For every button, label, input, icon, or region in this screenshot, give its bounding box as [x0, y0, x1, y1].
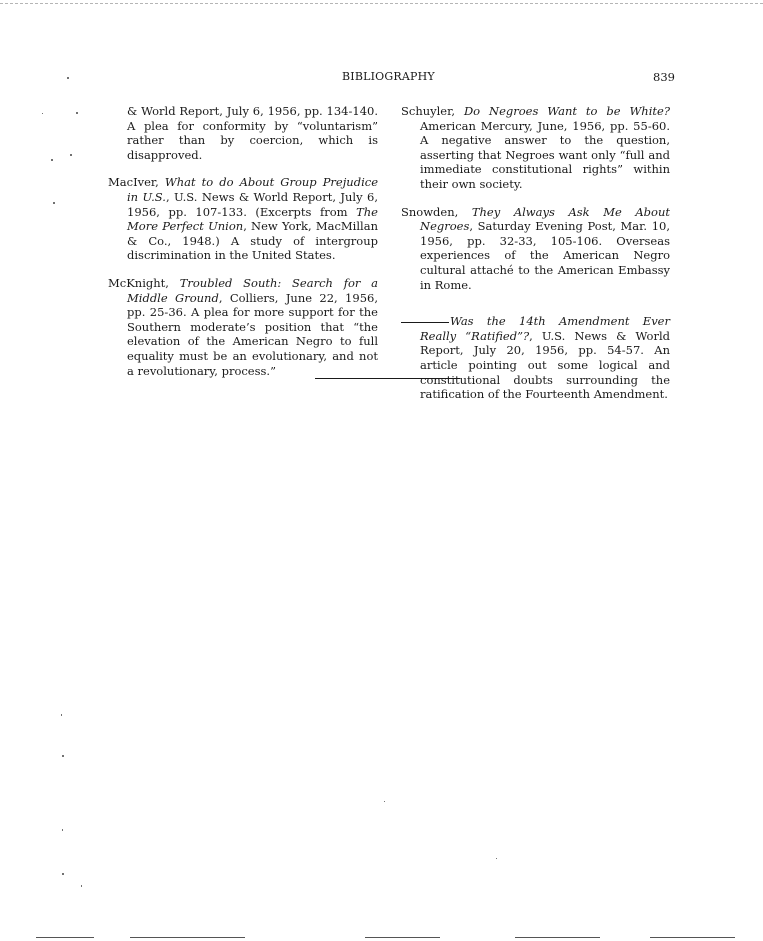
entry-text: & World Report, July 6, 1956, pp. 134-140. A plea for conformity by “voluntarism” rather than by coercion, which is disapproved. — [127, 104, 378, 162]
entry-title: They Always Ask Me About Negroes — [420, 204, 670, 234]
entry-author: MacIver, — [108, 175, 165, 190]
entry-author: McKnight, — [108, 275, 180, 290]
scan-speck — [61, 714, 62, 716]
entry-title: What to do About Group Prejudice in U.S. — [127, 175, 378, 204]
scan-speck — [384, 801, 385, 802]
scan-speck — [70, 154, 72, 156]
scan-speck — [62, 829, 63, 831]
entry-annotation: , New York, MacMillan & Co., 1948.) A study of intergroup discrimination in the United States. — [127, 219, 378, 263]
scan-speck — [67, 77, 69, 79]
scan-speck — [42, 113, 43, 114]
entry-title: Do Negroes Want to be White? — [463, 104, 670, 118]
ditto-author-rule — [401, 322, 449, 323]
bottom-edge-rule — [515, 937, 600, 938]
entry-book-title: The More Perfect Union — [127, 204, 378, 234]
bottom-edge-rule — [130, 937, 245, 938]
top-edge-rule — [0, 3, 763, 4]
bibliography-entry-mcknight — [108, 276, 378, 378]
bibliography-entry-worldreport-cont — [108, 104, 378, 162]
entry-annotation: , Saturday Evening Post, Mar. 10, 1956, pp. 32-33, 105-106. Overseas experiences of the American Negro cultural attaché to the American Embassy in Rome. — [420, 219, 670, 292]
entry-annotation: , U.S. News & World Report, July 20, 1956, pp. 54-57. An article pointing out some logical and constitutional doubts surrounding the ratification of the Fourteenth Amendment. — [420, 328, 670, 402]
scan-speck — [51, 159, 53, 161]
bottom-edge-rule — [36, 937, 94, 938]
right-column — [401, 104, 670, 415]
scan-speck — [62, 755, 64, 757]
entry-author: Schuyler, — [401, 104, 464, 118]
scan-speck — [62, 873, 64, 875]
running-header-title: BIBLIOGRAPHY — [342, 70, 435, 83]
bibliography-entry-maciver — [108, 175, 378, 263]
section-end-rule — [315, 378, 460, 379]
scan-speck — [53, 202, 55, 204]
entry-title: Was the 14th Amendment Ever Really “Ratified”? — [420, 314, 670, 343]
scan-speck — [76, 112, 78, 114]
entry-title: Troubled South: Search for a Middle Ground — [127, 275, 378, 305]
entry-annotation: American Mercury, June, 1956, pp. 55-60. A negative answer to the question, asserting that Negroes want only “full and immediate constitutional rights” within their own society. — [420, 118, 670, 191]
bibliography-entry-snowden — [401, 205, 670, 293]
bibliography-entry-14th-amendment — [401, 314, 670, 402]
entry-source: , U.S. News & World Report, July 6, 1956, pp. 107-133. (Excerpts from — [127, 189, 379, 219]
page-number: 839 — [653, 70, 675, 84]
scan-speck — [496, 858, 497, 859]
bottom-edge-rule — [365, 937, 440, 938]
entry-annotation: , Colliers, June 22, 1956, pp. 25-36. A plea for more support for the Southern moderate’s position that “the elevation of the American Negro to full equality must be an evolutionary, and not a revolutionary, process.” — [127, 290, 378, 378]
left-column — [108, 104, 378, 391]
bibliography-entry-schuyler — [401, 104, 670, 192]
scan-speck — [81, 885, 82, 887]
entry-author: Snowden, — [401, 204, 472, 219]
bottom-edge-rule — [650, 937, 735, 938]
